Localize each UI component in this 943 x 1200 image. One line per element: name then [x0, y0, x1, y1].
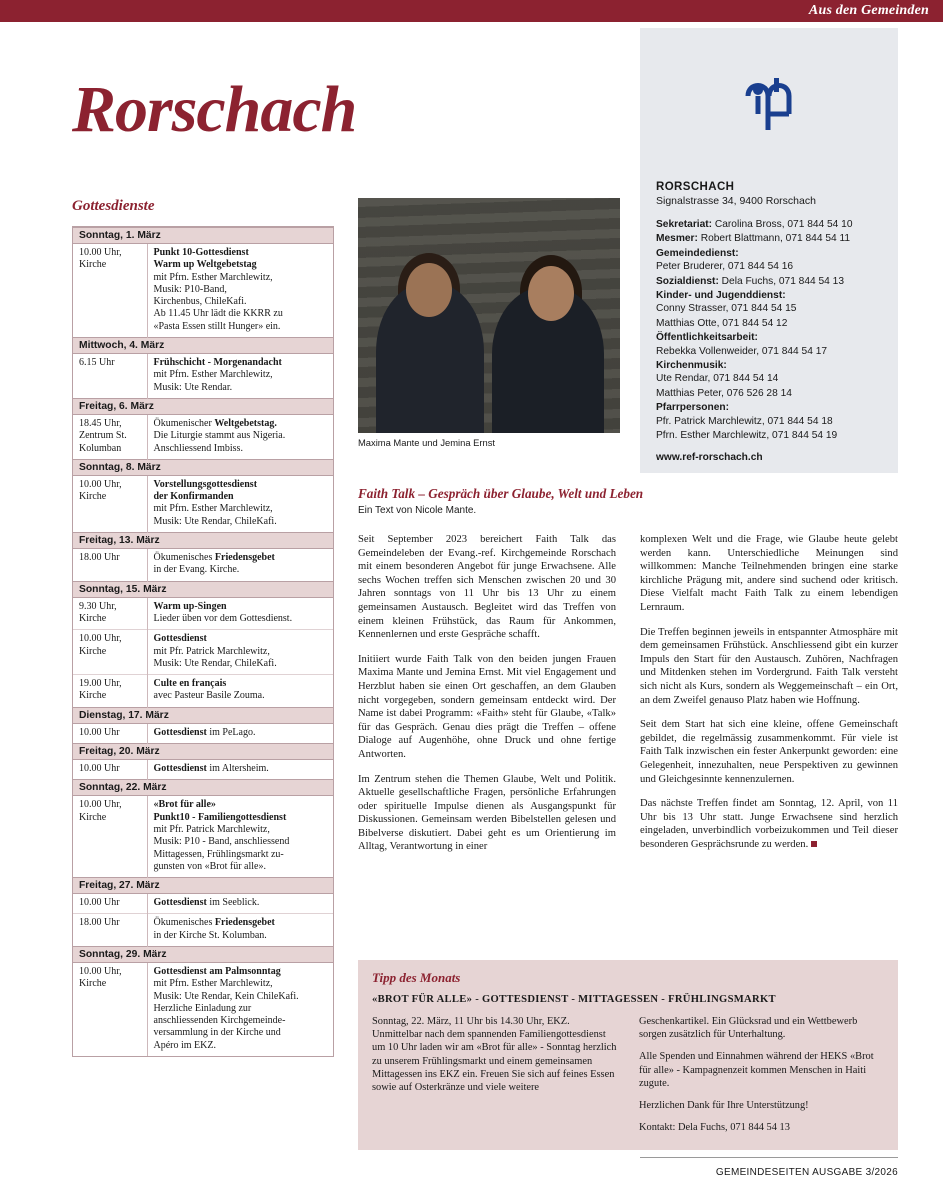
service-day-label: Dienstag, 17. März	[73, 707, 333, 723]
service-day-header	[73, 780, 333, 796]
section-title: Aus den Gemeinden	[808, 3, 929, 18]
service-time: 10.00 Uhr, Kirche	[73, 244, 147, 338]
service-description: «Brot für alle» Punkt10 - Familiengottesdienst mit Pfr. Patrick Marchlewitz, Musik: P10 - Band, anschliessend Mittagessen, Frühlingsmarkt zu- gunsten von «Brot für alle».	[153, 799, 290, 872]
contact-label: Öffentlichkeitsarbeit:	[656, 332, 758, 344]
service-day-label: Sonntag, 15. März	[73, 581, 333, 597]
contact-row	[656, 387, 882, 400]
contact-label: Pfarrpersonen:	[656, 402, 730, 414]
contact-row	[656, 317, 882, 330]
paragraph: Geschenkartikel. Ein Glücksrad und ein Wettbewerb sorgen zusätzlich für Unterhaltung.	[639, 1016, 858, 1041]
contact-row	[656, 359, 882, 386]
contact-label: Gemeindedienst:	[656, 247, 739, 259]
end-of-article-marker	[811, 841, 817, 847]
article-column-right	[640, 533, 898, 862]
church-logo-icon	[738, 70, 800, 136]
service-day-header	[73, 946, 333, 962]
service-description: Culte en français avec Pasteur Basile Zouma.	[147, 675, 333, 708]
service-row	[73, 796, 333, 878]
contact-row	[656, 331, 882, 358]
paragraph: Kontakt: Dela Fuchs, 071 844 54 13	[639, 1122, 790, 1134]
service-description: Warm up-Singen Lieder üben vor dem Gottesdienst.	[153, 600, 293, 624]
service-description: Gottesdienst im Seeblick.	[153, 897, 260, 909]
service-row	[73, 354, 333, 399]
contact-value: Conny Strasser, 071 844 54 15	[656, 303, 797, 315]
service-row	[73, 475, 333, 532]
service-day-header	[73, 459, 333, 475]
service-day-label: Freitag, 27. März	[73, 878, 333, 894]
tip-of-the-month-box	[358, 960, 898, 1150]
services-heading: Gottesdienste	[72, 198, 155, 214]
service-description: Gottesdienst im PeLago.	[153, 726, 256, 738]
service-day-header	[73, 878, 333, 894]
contact-value: Peter Bruderer, 071 844 54 16	[656, 261, 794, 273]
contact-value: Rebekka Vollenweider, 071 844 54 17	[656, 345, 828, 357]
tip-column-left	[372, 1015, 617, 1143]
paragraph: komplexen Welt und die Frage, wie Glaube heute gelebt werden kann. Unterschiedliche Meinungen sind willkommen: Manche Teilnehmenden bringen eine starke kirchliche Prägung mit, andere sind suchend oder kritisch. Diese Vielfalt macht Faith Talk zu einem lebendigen Lernraum.	[640, 534, 898, 613]
contact-row	[656, 429, 882, 442]
tip-kicker: «BROT FÜR ALLE» - GOTTESDIENST - MITTAGESSEN - FRÜHLINGSMARKT	[372, 994, 776, 1005]
service-day-label: Mittwoch, 4. März	[73, 338, 333, 354]
service-row	[73, 244, 333, 338]
service-day-label: Freitag, 20. März	[73, 744, 333, 760]
services-table	[72, 226, 334, 1057]
contact-row	[656, 275, 882, 288]
service-description: Gottesdienst mit Pfr. Patrick Marchlewitz, Musik: Ute Rendar, ChileKafi.	[147, 630, 333, 675]
service-description: Ökumenisches Friedensgebet in der Evang. Kirche.	[153, 552, 275, 576]
paragraph: Alle Spenden und Einnahmen während der HEKS «Brot für alle» - Kampagnenzeit kommen Menschen in Haiti zugute.	[639, 1051, 874, 1089]
contact-label: Mesmer:	[656, 233, 698, 245]
service-day-label: Freitag, 6. März	[73, 398, 333, 414]
service-row	[73, 962, 333, 1056]
article-subtitle: Ein Text von Nicole Mante.	[358, 505, 477, 516]
service-time: 18.00 Uhr	[73, 549, 147, 582]
service-time: 10.00 Uhr	[73, 760, 147, 780]
logo-wrap	[656, 70, 882, 141]
article-column-left	[358, 533, 616, 865]
service-time: 10.00 Uhr, Kirche	[73, 475, 147, 532]
contact-label: Kirchenmusik:	[656, 360, 727, 372]
service-day-label: Freitag, 13. März	[73, 533, 333, 549]
service-day-header	[73, 228, 333, 244]
service-row	[73, 760, 333, 780]
service-day-header	[73, 581, 333, 597]
photo-caption: Maxima Mante und Jemina Ernst	[358, 437, 496, 448]
contact-list	[656, 218, 882, 443]
service-description: Gottesdienst im Altersheim.	[153, 763, 269, 775]
service-time: 9.30 Uhr, Kirche	[73, 597, 147, 630]
service-row	[73, 414, 333, 459]
parish-info-panel	[640, 28, 898, 473]
article-title: Faith Talk – Gespräch über Glaube, Welt und Leben	[358, 486, 644, 501]
contact-row	[656, 232, 882, 245]
parish-name: RORSCHACH	[656, 181, 735, 193]
contact-value: Matthias Peter, 076 526 28 14	[656, 387, 792, 399]
service-row	[73, 630, 333, 675]
service-description: Punkt 10-Gottesdienst Warm up Weltgebetstag mit Pfrn. Esther Marchlewitz, Musik: P10-Band, Kirchenbus, ChileKafi. Ab 11.45 Uhr lädt die KKRR zu «Pasta Essen stillt Hunger» ein.	[153, 247, 283, 332]
tip-column-right	[639, 1015, 884, 1143]
article-photo	[358, 198, 620, 433]
paragraph: Im Zentrum stehen die Themen Glaube, Welt und Politik. Aktuelle gesellschaftliche Fragen, persönliche Erfahrungen oder spirituelle Impulse dienen als Ausgangspunkt für Diskussionen. Gemeinsam werden Bibelstellen gelesen und Bibelverse diskutiert. Dabei geht es um Orientierung im Alltag, Verantwortung in einer	[358, 773, 616, 853]
page-title: Rorschach	[72, 73, 357, 146]
service-description: Gottesdienst am Palmsonntag mit Pfrn. Esther Marchlewitz, Musik: Ute Rendar, Kein ChileKafi. Herzliche Einladung zur anschliessenden Kirchgemeinde- versammlung in der Kirche und Apéro im EKZ.	[153, 965, 299, 1051]
service-time: 10.00 Uhr, Kirche	[73, 630, 147, 675]
footer-rule	[640, 1157, 898, 1158]
service-description: Vorstellungsgottesdienst der Konfirmanden mit Pfrn. Esther Marchlewitz, Musik: Ute Rendar, ChileKafi.	[153, 478, 277, 527]
service-day-label: Sonntag, 22. März	[73, 780, 333, 796]
service-description: Ökumenischer Weltgebetstag. Die Liturgie stammt aus Nigeria. Anschliessend Imbiss.	[153, 417, 286, 454]
service-time: 19.00 Uhr, Kirche	[73, 675, 147, 708]
contact-label: Kinder- und Jugenddienst:	[656, 290, 786, 302]
service-row	[73, 549, 333, 582]
contact-row	[656, 289, 882, 316]
contact-value: Ute Rendar, 071 844 54 14	[656, 373, 779, 385]
page-header-bar	[0, 0, 943, 22]
service-day-header	[73, 744, 333, 760]
paragraph: Die Treffen beginnen jeweils in entspannter Atmosphäre mit dem gemeinsamen Frühstück. Anschliessend gibt ein kurzer Impuls den Start für den Austausch. Zuhören, Nachfragen und Mitdenken stehen im Vordergrund. Faith Talk versteht sich nicht als Kurs, sondern als Weggemeinschaft – ein Ort, an dem Zweifel genauso Platz haben wie Hoffnung.	[640, 626, 898, 706]
parish-address: Signalstrasse 34, 9400 Rorschach	[656, 195, 816, 207]
service-time: 10.00 Uhr, Kirche	[73, 796, 147, 878]
contact-value: Robert Blattmann, 071 844 54 11	[697, 233, 851, 245]
contact-value: Carolina Bross, 071 844 54 10	[712, 219, 853, 230]
paragraph: Das nächste Treffen findet am Sonntag, 12. April, von 11 Uhr bis 13 Uhr statt. Junge Erwachsene sind herzlich eingeladen, unverbindlich vorbeizukommen und Teil dieser besonderen Gesprächsrunde zu werden.	[640, 798, 898, 850]
service-day-header	[73, 338, 333, 354]
service-row	[73, 597, 333, 630]
paragraph: Herzlichen Dank für Ihre Unterstützung!	[639, 1100, 809, 1112]
service-row	[73, 675, 333, 708]
service-row	[73, 914, 333, 947]
parish-website[interactable]: www.ref-rorschach.ch	[656, 451, 763, 463]
paragraph: Initiiert wurde Faith Talk von den beiden jungen Frauen Maxima Mante und Jemina Ernst. Mit viel Engagement und Herzblut haben sie einen Ort geschaffen, an dem Glauben nicht vorgegeben, sondern gemeinsam entdeckt wird. Der Name ist dabei Programm: «Faith» steht für Glaube, «Talk» für das Gespräch. Genau dies prägt die Treffen – offene Dialoge auf Augenhöhe, ohne Druck und ohne fertige Antworten.	[358, 653, 616, 760]
service-row	[73, 723, 333, 743]
service-time: 18.00 Uhr	[73, 914, 147, 947]
service-day-label: Sonntag, 8. März	[73, 459, 333, 475]
footer-text: GEMEINDESEITEN AUSGABE 3/2026	[715, 1167, 898, 1178]
service-day-label: Sonntag, 1. März	[73, 228, 333, 244]
service-day-label: Sonntag, 29. März	[73, 946, 333, 962]
service-description: Frühschicht - Morgenandacht mit Pfrn. Esther Marchlewitz, Musik: Ute Rendar.	[153, 357, 282, 393]
paragraph: Seit dem Start hat sich eine kleine, offene Gemeinschaft gebildet, die regelmässig zusammenkommt. Für viele ist Faith Talk inzwischen ein fester Ankerpunkt geworden: eine Gelegenheit, innezuhalten, neue Perspektiven zu gewinnen und Gleichgesinnte kennenzulernen.	[640, 719, 898, 785]
service-time: 18.45 Uhr, Zentrum St. Kolumban	[73, 414, 147, 459]
contact-label: Sozialdienst:	[656, 275, 719, 287]
contact-value: Pfr. Patrick Marchlewitz, 071 844 54 18	[656, 415, 833, 427]
contact-row	[656, 218, 882, 231]
contact-row	[656, 401, 882, 428]
contact-label: Sekretariat:	[656, 219, 713, 230]
service-time: 10.00 Uhr	[73, 894, 147, 914]
service-time: 6.15 Uhr	[73, 354, 147, 399]
service-day-header	[73, 533, 333, 549]
contact-value: Pfrn. Esther Marchlewitz, 071 844 54 19	[656, 430, 838, 442]
service-day-header	[73, 398, 333, 414]
service-description: Ökumenisches Friedensgebet in der Kirche St. Kolumban.	[147, 914, 333, 947]
tip-heading: Tipp des Monats	[372, 970, 461, 985]
contact-value: Matthias Otte, 071 844 54 12	[656, 317, 788, 329]
paragraph: Seit September 2023 bereichert Faith Talk das Gemeindeleben der Evang.-ref. Kirchgemeinde Rorschach mit einem besonderen Angebot für junge Erwachsene. Alle sechs Wochen treffen sich Menschen zwischen 20 und 30 Jahren sonntags von 11 Uhr bis 13 Uhr zu einem gemeinsamen Austausch. Begleitet wird das Treffen von einem kleinen Frühstück, das Raum für Ankommen, Kennenlernen und erste Gespräche schafft.	[358, 534, 616, 641]
contact-row	[656, 247, 882, 274]
service-time: 10.00 Uhr	[73, 723, 147, 743]
service-row	[73, 894, 333, 914]
service-day-header	[73, 707, 333, 723]
service-time: 10.00 Uhr, Kirche	[73, 962, 147, 1056]
paragraph: Sonntag, 22. März, 11 Uhr bis 14.30 Uhr, EKZ. Unmittelbar nach dem spannenden Familiengottesdienst um 10 Uhr laden wir am «Brot für alle» - Sonntag herzlich zu unserem Frühlingsmarkt und einem gemeinsamen Mittagessen ins EKZ ein. Freuen Sie sich auf feines Essen sowie auf Osterkränze und viele weitere	[372, 1016, 617, 1094]
contact-value: Dela Fuchs, 071 844 54 13	[718, 275, 845, 287]
